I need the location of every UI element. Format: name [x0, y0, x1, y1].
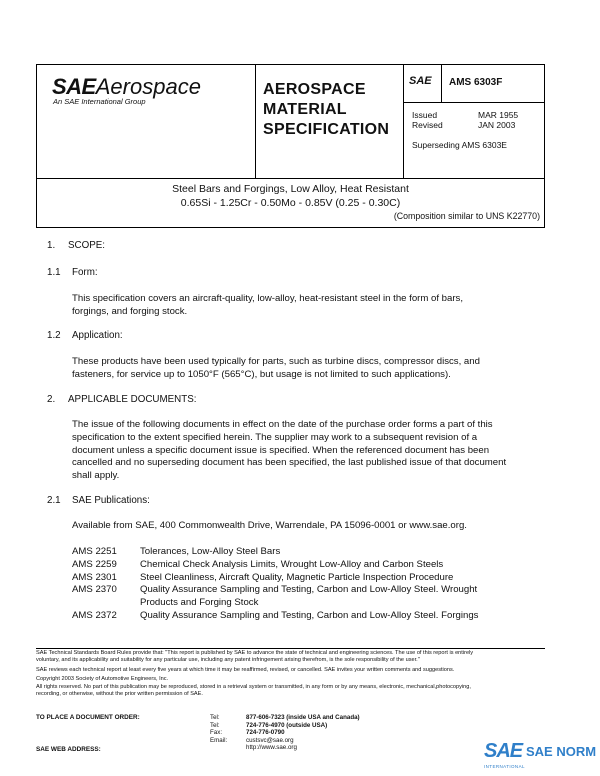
copyright-line: All rights reserved. No part of this publication may be reproduced, stored in a retrieval system or transmitted, in any form or by any means, electronic, mechanical,photocopying,: [36, 683, 471, 690]
spec-uns-note: (Composition similar to UNS K22770): [393, 211, 540, 221]
section-number: 1.1: [47, 267, 61, 278]
contact-label: Tel:: [210, 714, 220, 721]
spec-title: Steel Bars and Forgings, Low Alloy, Heat Resistant: [172, 183, 409, 195]
contact-row: [210, 729, 360, 737]
contact-list: [210, 714, 360, 752]
logo-aerospace: Aerospace: [95, 74, 201, 99]
issued-date: MAR 1955: [478, 110, 519, 120]
contact-row: [210, 744, 360, 752]
section-paragraph: [72, 293, 463, 319]
paragraph-line: shall apply.: [72, 470, 120, 482]
paragraph-line: specification to the extent specified herein. The supplier may work to a subsequent revision of a: [72, 431, 478, 443]
section-title: APPLICABLE DOCUMENTS:: [68, 394, 197, 405]
document-type-title: [263, 80, 389, 140]
header-number-divider: [403, 102, 545, 103]
board-rules-line: SAE Technical Standards Board Rules provide that: "This report is published by SAE to advance the state of technical and engineering sciences. The use of this report is entirely: [36, 650, 474, 656]
section-title: SAE Publications:: [72, 495, 150, 506]
paragraph-line: fasteners, for service up to 1050°F (565°C), but usage is not limited to such applications).: [72, 368, 451, 380]
logo-tagline: An SAE International Group: [53, 97, 146, 106]
contact-value: 724-776-4970 (outside USA): [246, 721, 328, 729]
reference-title: Quality Assurance Sampling and Testing, Carbon and Low-Alloy Steel. Wrought: [140, 584, 478, 596]
contact-value: 724-776-0790: [246, 729, 285, 737]
review-note: SAE reviews each technical report at least every five years at which time it may be reaffirmed, revised, or cancelled. SAE invites your written comments and suggestions.: [36, 666, 455, 673]
order-label: TO PLACE A DOCUMENT ORDER:: [36, 714, 140, 721]
section-number: 2.1: [47, 495, 61, 506]
sae-norm-watermark: [484, 740, 598, 774]
logo-sae: SAE: [52, 74, 96, 99]
reference-row: [72, 584, 542, 610]
footer-rule: [36, 648, 545, 649]
reference-title: Steel Cleanliness, Aircraft Quality, Magnetic Particle Inspection Procedure: [140, 571, 454, 583]
reference-title: Products and Forging Stock: [140, 597, 259, 609]
reference-title: Quality Assurance Sampling and Testing, Carbon and Low-Alloy Steel. Forgings: [140, 609, 479, 621]
title-line: MATERIAL: [263, 101, 347, 118]
section-number: 2.: [47, 394, 56, 405]
section-paragraph: Available from SAE, 400 Commonwealth Drive, Warrendale, PA 15096-0001 or www.sae.org.: [72, 520, 467, 531]
watermark-sae-mark: SAE: [484, 740, 523, 762]
reference-title: Tolerances, Low-Alloy Steel Bars: [140, 546, 281, 557]
spec-composition: 0.65Si - 1.25Cr - 0.50Mo - 0.85V (0.25 - 0.30C): [180, 197, 401, 209]
header-logo-divider: [255, 64, 256, 179]
watermark-international: INTERNATIONAL: [484, 764, 525, 769]
contact-row: [210, 722, 360, 730]
revised-label: Revised: [412, 120, 443, 130]
contact-value: custsvc@sae.org: [246, 736, 294, 744]
contact-label: Tel:: [210, 721, 220, 729]
sae-small-logo: SAE: [409, 75, 432, 87]
reference-code: AMS 2370: [72, 584, 117, 596]
reference-code: AMS 2251: [72, 546, 117, 557]
contact-label: Fax:: [210, 729, 223, 737]
paragraph-line: cancelled and no superseding document has been specified, the last published issue of that document: [72, 457, 507, 469]
superseding-note: Superseding AMS 6303E: [412, 140, 507, 150]
copyright-line: Copyright 2003 Society of Automotive Engineers, Inc.: [36, 676, 169, 683]
copyright-line: recording, or otherwise, without the prior written permission of SAE.: [36, 691, 203, 698]
contact-value: 877-606-7323 (inside USA and Canada): [246, 714, 360, 721]
issued-label: Issued: [412, 110, 438, 120]
section-paragraph: [72, 356, 480, 382]
board-rules-line: voluntary, and its applicability and suitability for any particular use, including any patent infringement arising therefrom, is the sole responsibility of the user.": [36, 657, 420, 664]
reference-code: AMS 2372: [72, 609, 117, 621]
reference-row: [72, 546, 542, 559]
contact-label: Email:: [210, 736, 228, 744]
footer-board-rules: [36, 650, 566, 698]
section-title: SCOPE:: [68, 240, 106, 251]
reference-title-block: [140, 584, 477, 610]
header-right-divider: [403, 64, 404, 179]
reference-row: [72, 610, 542, 623]
contact-value: http://www.sae.org: [246, 744, 297, 752]
contact-row: [210, 714, 360, 722]
revised-date: JAN 2003: [478, 120, 516, 130]
document-number: AMS 6303F: [449, 77, 503, 88]
reference-code: AMS 2301: [72, 571, 117, 583]
contact-label: [210, 744, 246, 752]
paragraph-line: The issue of the following documents in effect on the date of the purchase order forms a part of this: [72, 419, 493, 430]
section-title: Application:: [72, 330, 123, 341]
paragraph-line: forgings, and forging stock.: [72, 305, 188, 317]
reference-row: [72, 572, 542, 585]
title-line: SPECIFICATION: [263, 121, 390, 138]
paragraph-line: document unless a specific document issue is specified. When the referenced document has been: [72, 444, 490, 456]
header-small-logo-divider: [441, 64, 442, 102]
watermark-sae-norm: SAE NORM: [526, 744, 597, 759]
reference-title: Chemical Check Analysis Limits, Wrought Low-Alloy and Carbon Steels: [140, 558, 444, 570]
reference-list: [72, 546, 542, 623]
section-number: 1.2: [47, 330, 61, 341]
reference-row: [72, 559, 542, 572]
paragraph-line: This specification covers an aircraft-quality, low-alloy, heat-resistant steel in the form of bars,: [72, 293, 464, 304]
title-line: AEROSPACE: [263, 81, 366, 98]
section-number: 1.: [47, 240, 56, 251]
web-address-label: SAE WEB ADDRESS:: [36, 746, 101, 753]
section-title: Form:: [72, 267, 98, 278]
section-paragraph: [72, 419, 506, 483]
contact-row: [210, 737, 360, 745]
paragraph-line: These products have been used typically for parts, such as turbine discs, compressor discs, and: [72, 356, 480, 367]
reference-code: AMS 2259: [72, 558, 117, 570]
